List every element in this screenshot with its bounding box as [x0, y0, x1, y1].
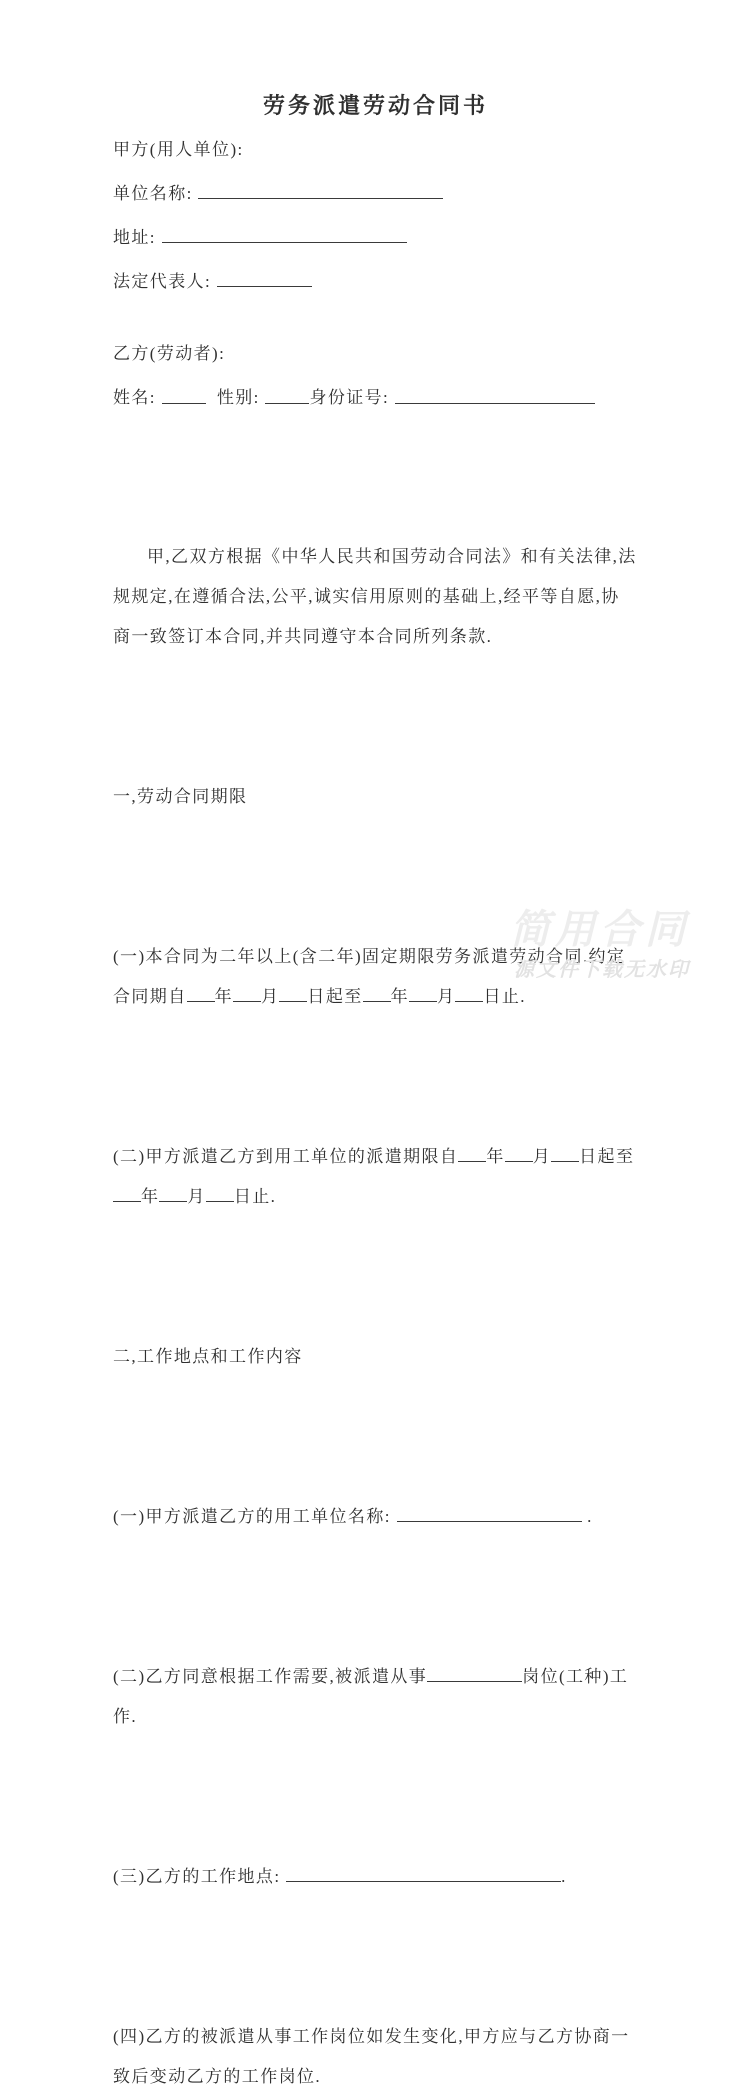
watermark-brand-text: 简用合同 [510, 908, 690, 952]
section-2-heading: 二,工作地点和工作内容 [113, 1346, 303, 1366]
clauses-container [113, 417, 638, 2098]
blank-underline-field [455, 984, 483, 1001]
blank-underline-field [409, 984, 437, 1001]
blank-underline-field [363, 984, 391, 1001]
blank-underline-field [551, 1144, 579, 1161]
blank-underline-field [187, 984, 215, 1001]
blank-underline-field [458, 1144, 486, 1161]
blank-underline-field [198, 182, 443, 199]
blank-underline-field [286, 1864, 561, 1881]
blank-underline-field [397, 1504, 582, 1521]
section-1-clause-2: (二)甲方派遣乙方到用工单位的派遣期限自 年 月 日起至年 月 日止. [113, 1137, 638, 1217]
party-b-heading: 乙方(劳动者): [113, 344, 226, 364]
preamble-paragraph: 甲,乙双方根据《中华人民共和国劳动合同法》和有关法律,法规规定,在遵循合法,公平,诚实信用原则的基础上,经平等自愿,协商一致签订本合同,并共同遵守本合同所列条款. [113, 546, 637, 646]
blank-underline-field [265, 386, 309, 403]
section-2-clause-2: (二)乙方同意根据工作需要,被派遣从事 岗位(工种)工作. [113, 1657, 638, 1737]
blank-underline-field [217, 270, 312, 287]
blank-underline-field [206, 1184, 234, 1201]
party-b-identity-line: 姓名: 性别: 身份证号: [113, 386, 638, 408]
section-1-heading: 一,劳动合同期限 [113, 786, 248, 806]
document-body [113, 140, 638, 2098]
blank-underline-field [427, 1664, 522, 1681]
blank-underline-field [162, 386, 206, 403]
blank-underline-field [159, 1184, 187, 1201]
document-title: 劳务派遣劳动合同书 [262, 93, 488, 118]
party-a-unit-name-line: 单位名称: [113, 182, 638, 204]
section-2-clause-3: (三)乙方的工作地点: . [113, 1857, 638, 1897]
party-a-legal-rep-line: 法定代表人: [113, 270, 638, 292]
blank-underline-field [279, 984, 307, 1001]
blank-underline-field [505, 1144, 533, 1161]
blank-underline-field [233, 984, 261, 1001]
section-2-clause-4: (四)乙方的被派遣从事工作岗位如发生变化,甲方应与乙方协商一致后变动乙方的工作岗位. [113, 2026, 630, 2086]
blank-underline-field [113, 1184, 141, 1201]
blank-underline-field [395, 386, 595, 403]
section-1-clause-1: (一)本合同为二年以上(含二年)固定期限劳务派遣劳动合同.约定合同期自 年 月 日起至 年 月 日止. [113, 946, 626, 1006]
party-a-heading: 甲方(用人单位): [113, 140, 244, 159]
party-a-address-line: 地址: [113, 226, 638, 248]
blank-underline-field [162, 226, 407, 243]
section-2-clause-1: (一)甲方派遣乙方的用工单位名称: . [113, 1497, 638, 1537]
watermark-tagline-text: 源文件下载无水印 [514, 959, 690, 981]
